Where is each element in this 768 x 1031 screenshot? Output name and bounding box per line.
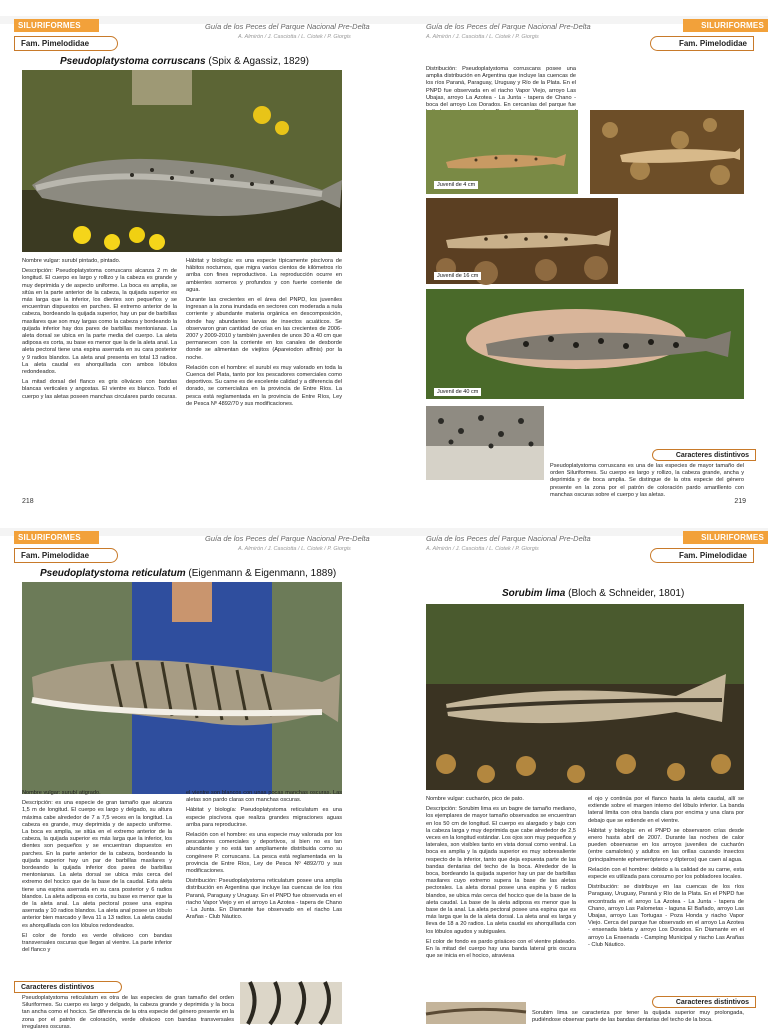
paragraph: el vientre son blancos con unas pocas manchas oscuras. Las aletas son pardo claras con manchas oscuras. (186, 790, 342, 804)
paragraph: Nombre vulgar: surubí atigrado. (22, 790, 101, 796)
page-218 (0, 0, 384, 512)
species-title (60, 56, 309, 67)
juvenile-40cm-photo (426, 289, 744, 399)
page-sorubim (384, 512, 768, 1024)
paragraph: La mitad dorsal del flanco es gris oliváceo con bandas blancas verticales y angostas. El vientre es blanco. Todo el cuerpo y las aletas poseen manchas circulares pardo oscuras. (22, 379, 177, 400)
skin-pattern-photo (426, 406, 544, 480)
text-column-left (22, 258, 177, 404)
species-photo (426, 604, 744, 790)
running-title: Guía de los Peces del Parque Nacional Pre-Delta (426, 22, 591, 31)
distinctive-text: Pseudoplatystoma reticulatum es otra de las especies de gran tamaño del orden Siluriformes. Su cuerpo es largo y delgado, la cabeza grande y deprimida y la boca tan ancha como el hocico. Se diferencia de la otra especie del género presente en la zona por el patrón de coloración, verde oliváceo con bandas transversales irregulares oscuras. (22, 995, 234, 1030)
distinctive-badge: Caracteres distintivos (652, 449, 756, 461)
distinctive-badge: Caracteres distintivos (14, 981, 122, 993)
pattern-detail-photo (240, 982, 342, 1024)
paragraph: Relación con el hombre: debido a la calidad de su carne, esta especie es utilizada para consumo por los pobladores locales. (588, 866, 744, 881)
page-number: 218 (22, 498, 34, 505)
paragraph: Descripción: Sorubim lima es un bagre de tamaño mediano, los ejemplares de mayor tamaño observados se encuentran en los 50 cm de longitud. El cuerpo es alargado y bajo con la cabeza larga y muy deprimida que cabe alrededor de 2,5 veces en la longitud estándar. Los ojos son muy pequeños y laterales, son visibles tanto en vista dorsal como ventral. La boca es amplia y la quijada superior es muy sobresaliente respecto de la inferior, tanto que deja expuesta parte de las bandas dentarias del techo de la boca. Alrededor de la boca, bordeando la quijada superior hay un par de barbillas maxilares cuyo extremo supera la base de las aletas pectorales. La aleta dorsal posee una espina y 6 radios blandos, se ubica más cerca del hocico que de la base de la aleta caudal. La base de la aleta adiposa es menor que la base de la anal. La aleta pectoral posee una espina que es más larga que la de la aleta dorsal. La aleta anal es larga y lleva de 18 a 20 radios. La aleta caudal es ahorquillada con los lóbulos agudos y subiguales. (426, 806, 576, 935)
species-name: Pseudoplatystoma reticulatum (40, 568, 186, 579)
paragraph: Nombre vulgar: surubí pintado, pintado. (22, 258, 121, 264)
head-detail-photo (426, 1002, 526, 1024)
paragraph: Relación con el hombre: el surubí es muy valorado en toda la Cuenca del Plata, tanto por los pescadores comerciales como deportivos. Su carne es de excelente calidad y a diferencia del dorado, se comercializa en la provincia de Entre Ríos. La pesca está reglamentada en la provincia de Entre Ríos, Ley de Pesca Nº 4892/70 y sus modificaciones. (186, 364, 342, 407)
page-219 (384, 0, 768, 512)
paragraph: Descripción: es una especie de gran tamaño que alcanza 1,5 m de longitud. El cuerpo es largo y delgado, su altura máxima cabe alrededor de 7 a 7,5 veces en la longitud. La cabeza es grande, muy deprimida y de aspecto uniforme. La boca es amplia, se sitúa en el extremo anterior de la cabeza, la quijada superior es más larga que la inferior, los dientes son pequeños y se encuentran dispuestos en parches. En la parte anterior de la cabeza, bordeando la quijada superior hay un par de barbillas maxilares y bordeando la quijada inferior dos pares de barbillas mentonianas. La aleta dorsal se ubica más cerca del extremo del hocico que de la base de la caudal. Esta aleta tiene una espina aserrada en su cara posterior y 6 radios blandos. La aleta adiposa es corta, su base es menor que la de la aleta anal. La aleta pectoral posee una espina aserrada y 10 radios blandos. La aleta anal posee un lóbulo anterior bien marcado y lleva 11 a 13 radios. La aleta caudal es ahorquillada con los lóbulos redondeados. (22, 800, 172, 929)
authors: A. Almirón / J. Casciotta / L. Ciotek / P. Giorgis (238, 546, 351, 552)
authors: A. Almirón / J. Casciotta / L. Ciotek / P. Giorgis (426, 34, 539, 40)
distinctive-text: Pseudoplatystoma corruscans es una de las especies de mayor tamaño del orden Siluriformes. Su cuerpo es largo y rollizo, la cabeza grande, ancha y deprimida y de boca amplia. Se distingue de la otra especie del género presente en la zona por el patrón de coloración pardo amarillento con manchas oscuras sobre el cuerpo y las aletas. (550, 463, 744, 498)
order-tab: SILURIFORMES (683, 19, 768, 32)
text-column-left (22, 790, 172, 957)
distinctive-badge: Caracteres distintivos (652, 996, 756, 1008)
paragraph: Hábitat y biología: en el PNPD se observaron crías desde enero hasta abril de 2007. Durante las noches de calor pueden observarse en los arroyos juveniles de cucharón (entre camalotes) y adultos en las orillas cazando insectos (principalmente ephemerópteros y dípteros) que caen al agua. (588, 827, 744, 863)
species-name: Sorubim lima (502, 588, 566, 599)
page-number: 219 (734, 498, 746, 505)
distinctive-text: Sorubim lima se caracteriza por tener la quijada superior muy prolongada, pudiéndose observar parte de las bandas dentarias del techo de la boca. (532, 1010, 744, 1024)
species-title (40, 568, 336, 579)
juvenile-detail-photo (590, 110, 744, 194)
species-authority: (Bloch & Schneider, 1801) (568, 588, 685, 599)
family-tab: Fam. Pimelodidae (14, 548, 118, 563)
order-tab: SILURIFORMES (14, 19, 99, 32)
paragraph: Descripción: Pseudoplatystoma corruscans alcanza 2 m de longitud. El cuerpo es largo y rollizo y la cabeza es grande y muy deprimida y de aspecto uniforme. La boca es amplia, se sitúa en la parte anterior de la cabeza, la quijada superior es más larga que la inferior, los dientes son pequeños y se encuentran dispuestos en parches. El extremo anterior de la cabeza, bordeando la quijada superior, hay un par de barbillas maxilares que son muy largas como la cabeza y bordeando la quijada inferior hay dos pares de barbillas mentonianas. La aleta dorsal se ubica en la parte media del cuerpo. La aleta adiposa es corta, su base es menor que la de la aleta anal. La aleta pectoral tiene una espina aserrada en su cara posterior y 9 radios blandos. La aleta anal presenta en total 13 radios. La aleta caudal es ahorquillada con ambos lóbulos redondeados. (22, 268, 177, 376)
paragraph: Hábitat y biología: es una especie típicamente piscívora de hábitos nocturnos, que migra varios cientos de kilómetros río arriba con fines reproductivos. La reproducción ocurre en ambientes someros y profundos y con fuerte corriente de agua. (186, 258, 342, 293)
paragraph: Relación con el hombre: es una especie muy valorada por los pescadores comerciales y deportivos, si bien no es tan abundante y no está tan ampliamente distribuida como su congénere P. corruscans. La pesca está reglamentada en la provincia de Entre Ríos, Ley de Pesca Nº 4892/70 y sus modificaciones. (186, 832, 342, 875)
paragraph: Distribución: Pseudoplatystoma reticulatum posee una amplia distribución en Argentina que incluye las cuencas de los ríos Paraná, Paraguay y Uruguay. En el PNPD fue observada en el riacho Vapor Viejo y en el arroyo La Azotea - tapera de Chano - La Junta. En Diamante fue observado en el riacho Las Arañas - Club Náutico. (186, 878, 342, 921)
paragraph: Nombre vulgar: cucharón, pico de pato. (426, 796, 524, 802)
text-column-right (186, 258, 342, 411)
photo-caption: Juvenil de 40 cm (434, 388, 481, 396)
order-tab: SILURIFORMES (14, 531, 99, 544)
species-name: Pseudoplatystoma corruscans (60, 56, 206, 67)
running-title: Guía de los Peces del Parque Nacional Pre-Delta (205, 534, 370, 543)
species-authority: (Eigenmann & Eigenmann, 1889) (188, 568, 337, 579)
family-tab: Fam. Pimelodidae (650, 36, 754, 51)
photo-caption: Juvenil de 4 cm (434, 181, 478, 189)
authors: A. Almirón / J. Casciotta / L. Ciotek / P. Giorgis (238, 34, 351, 40)
species-authority: (Spix & Agassiz, 1829) (208, 56, 309, 67)
paragraph: el ojo y continúa por el flanco hasta la aleta caudal, allí se extiende sobre el margen interno del lóbulo inferior. La banda lateral limita con otra banda clara por encima y una clara por debajo que se extiende en el vientre. (588, 796, 744, 824)
species-photo (22, 70, 342, 252)
text-column-right (588, 796, 744, 952)
photo-caption: Juvenil de 16 cm (434, 272, 481, 280)
text-column-right (186, 790, 342, 924)
paragraph: Hábitat y biología: Pseudoplatystoma reticulatum es una especie piscívora que realiza grandes migraciones aguas arriba para reproducirse. (186, 807, 342, 828)
species-title (502, 588, 684, 599)
order-tab: SILURIFORMES (683, 531, 768, 544)
family-tab: Fam. Pimelodidae (650, 548, 754, 563)
text-column-left (426, 796, 576, 963)
paragraph: El color de fondo es pardo grisáceo con el vientre plateado. En la mitad del cuerpo hay una banda lateral gris oscura que se inicia en el hocico, atraviesa (426, 938, 576, 960)
running-title: Guía de los Peces del Parque Nacional Pre-Delta (426, 534, 591, 543)
paragraph: El color de fondo es verde oliváceo con bandas transversales oscuras que llegan al vientre. La parte inferior del flanco y (22, 932, 172, 954)
species-photo (22, 582, 342, 794)
paragraph: Distribución: se distribuye en las cuencas de los ríos Paraguay, Uruguay, Paraná y Río de la Plata. En el PNPD fue encontrada en el arroyo La Azotea - La Junta - tapera de Chano, arroyo Las Palometas - laguna El Bañado, arroyo Las Ubajas, arroyo Las Tortugas - Poza Honda y riacho Vapor Viejo. Cerca del parque fue observado en el arroyo La Azotea - ensenada Isleta y arroyo Los Dorados. En Diamante en el arroyo La Ensenada - Camping Municipal y riacho Las Arañas - Club Náutico. (588, 884, 744, 948)
distribution-text: Distribución: Pseudoplatystoma corruscans posee una amplia distribución en Argentina que incluye las cuencas de los ríos Paraná, Paraguay, Uruguay y Río de la Plata. En el PNPD fue observada en el riacho Vapor Viejo, arroyo Las Ubajas, arroyo La Azotea - La Junta - tapera de Chano - boca del arroyo Los Dorados. En cercanías del parque fue (426, 66, 576, 109)
running-title: Guía de los Peces del Parque Nacional Pre-Delta (205, 22, 370, 31)
paragraph: Durante las crecientes en el área del PNPD, los juveniles ingresan a la zona inundada en sectores con moderada a nula corriente y abundante materia orgánica en descomposición, donde hay abundantes larvas de insectos acuáticos. Se observaron gran cantidad de crías en las crecientes de 2006-2007 y 2009-2010 y también juveniles de unos 30 a 40 cm que permanecen con la corriente en los canales de desborde donde se alimentan de viejitos (Apareiodon affinis) por la noche. (186, 297, 342, 361)
page-reticulatum (0, 512, 384, 1030)
authors: A. Almirón / J. Casciotta / L. Ciotek / P. Giorgis (426, 546, 539, 552)
family-tab: Fam. Pimelodidae (14, 36, 118, 51)
